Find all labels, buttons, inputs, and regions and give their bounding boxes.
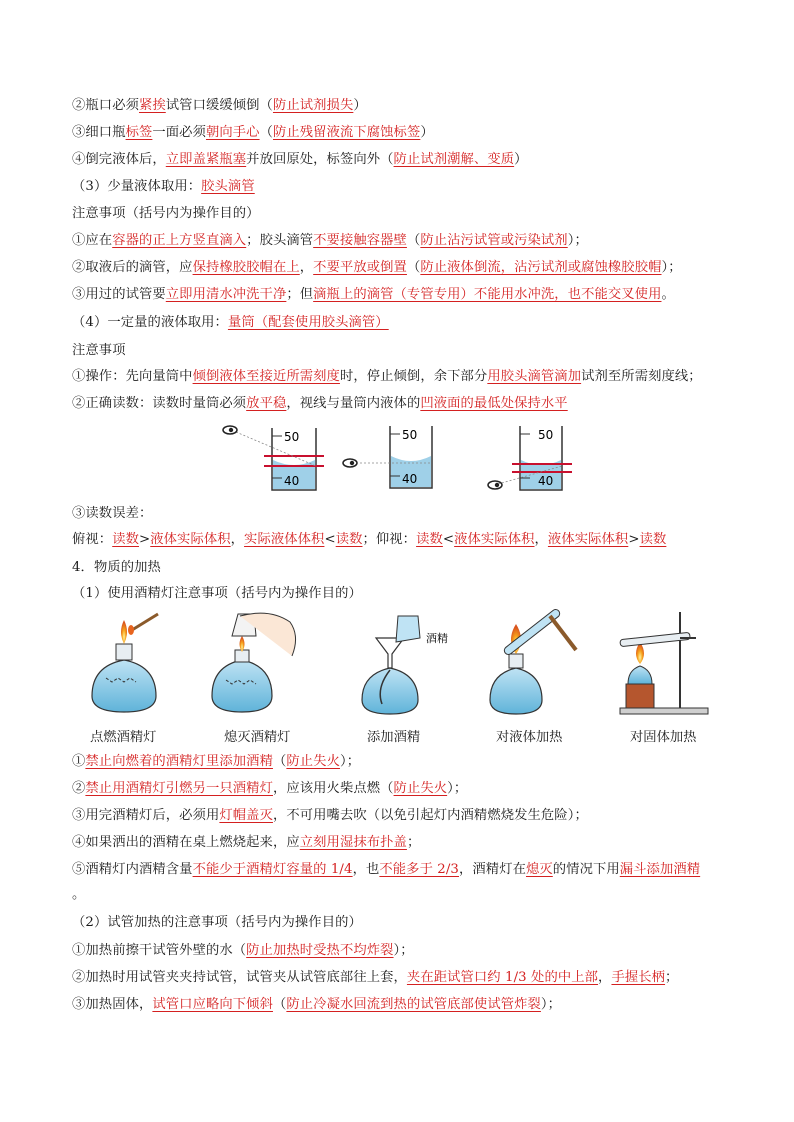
tube-rule-1: ①加热前擦干试管外壁的水（防止加热时受热不均炸裂）； xyxy=(72,943,414,958)
reading-errors-title: ③读数误差： xyxy=(72,506,153,521)
cylinder-rule-1: ①操作：先向量筒中倾倒液体至接近所需刻度时，停止倾倒，余下部分用胶头滴管滴加试剂至所需刻度线； xyxy=(72,369,702,384)
lamp-heading: （1）使用酒精灯注意事项（括号内为操作目的） xyxy=(72,586,362,601)
cylinder-look-down xyxy=(223,426,324,490)
lamp-rule-5-end: 。 xyxy=(72,887,86,902)
cyl1-label-50: 50 xyxy=(284,430,300,444)
lamp-rule-2: ②禁止用酒精灯引燃另一只酒精灯，应该用火柴点燃（防止失火）； xyxy=(72,781,468,796)
lamp-rule-3: ③用完酒精灯后，必须用灯帽盖灭，不可用嘴去吹（以免引起灯内酒精燃烧发生危险）； xyxy=(72,808,588,823)
lamp-heating-liquid xyxy=(490,608,576,714)
cylinder-look-level xyxy=(343,426,432,488)
lamp-lighting xyxy=(92,614,158,712)
eye-icon xyxy=(343,459,357,467)
cyl1-label-40: 40 xyxy=(284,474,300,488)
pour-rule-2: ②瓶口必须紧挨试管口缓缓倾倒（防止试剂损失） xyxy=(72,98,367,113)
lamp-rule-1: ①禁止向燃着的酒精灯里添加酒精（防止失火）； xyxy=(72,754,361,769)
heating-section-title: 4．物质的加热 xyxy=(72,560,161,575)
eye-icon xyxy=(488,481,502,489)
caption-lighting: 点燃酒精灯 xyxy=(90,730,157,745)
lamp-adding-alcohol xyxy=(362,616,448,714)
tube-heading: （2）试管加热的注意事项（括号内为操作目的） xyxy=(72,915,362,930)
caption-extinguishing: 熄灭酒精灯 xyxy=(224,730,291,745)
cyl3-label-50: 50 xyxy=(538,428,554,442)
cylinder-rule-2: ②正确读数：读数时量筒必须放平稳，视线与量筒内液体的凹液面的最低处保持水平 xyxy=(72,396,568,411)
cylinder-reading-figure xyxy=(200,418,600,500)
measured-liquid-heading: （4）一定量的液体取用：量筒（配套使用胶头滴管） xyxy=(72,315,389,330)
alcohol-lamp-figures xyxy=(80,608,720,720)
cyl2-label-40: 40 xyxy=(402,472,418,486)
small-liquid-notes-title: 注意事项（括号内为操作目的） xyxy=(72,206,260,221)
lamp-extinguishing xyxy=(212,613,296,712)
dropper-rule-2: ②取液后的滴管，应保持橡胶胶帽在上，不要平放或倒置（防止液体倒流，沾污试剂或腐蚀橡胶胶帽）； xyxy=(72,260,682,275)
measured-notes-title: 注意事项 xyxy=(72,343,126,358)
alcohol-label: 酒精 xyxy=(426,632,448,645)
lamp-heating-solid xyxy=(620,612,708,714)
dropper-rule-3: ③用过的试管要立即用清水冲洗干净；但滴瓶上的滴管（专管专用）不能用水冲洗，也不能交叉使用。 xyxy=(72,287,675,302)
pour-rule-3: ③细口瓶标签一面必须朝向手心（防止残留液流下腐蚀标签） xyxy=(72,125,434,140)
pour-rule-4: ④倒完液体后，立即盖紧瓶塞并放回原处，标签向外（防止试剂潮解、变质） xyxy=(72,152,528,167)
tube-rule-3: ③加热固体，试管口应略向下倾斜（防止冷凝水回流到热的试管底部使试管炸裂）； xyxy=(72,997,562,1012)
eye-icon xyxy=(223,426,237,434)
dropper-rule-1: ①应在容器的正上方竖直滴入；胶头滴管不要接触容器壁（防止沾污试管或污染试剂）； xyxy=(72,233,588,248)
tube-rule-2: ②加热时用试管夹夹持试管，试管夹从试管底部往上套，夹在距试管口约 1/3 处的中上部，手握长柄； xyxy=(72,970,679,985)
lamp-rule-4: ④如果洒出的酒精在桌上燃烧起来，应立刻用湿抹布扑盖； xyxy=(72,835,421,850)
lamp-rule-5: ⑤酒精灯内酒精含量不能少于酒精灯容量的 1/4，也不能多于 2/3，酒精灯在熄灭的情况下用漏斗添加酒精 xyxy=(72,862,701,877)
small-liquid-heading: （3）少量液体取用：胶头滴管 xyxy=(72,179,255,194)
cyl2-label-50: 50 xyxy=(402,428,418,442)
caption-heating-liquid: 对液体加热 xyxy=(496,730,563,745)
cylinder-look-up xyxy=(488,426,572,490)
reading-errors: 俯视：读数>液体实际体积，实际液体体积<读数；仰视：读数<液体实际体积，液体实际体积>读数 xyxy=(72,532,667,547)
caption-heating-solid: 对固体加热 xyxy=(630,730,697,745)
caption-adding: 添加酒精 xyxy=(367,730,421,745)
cyl3-label-40: 40 xyxy=(538,474,554,488)
